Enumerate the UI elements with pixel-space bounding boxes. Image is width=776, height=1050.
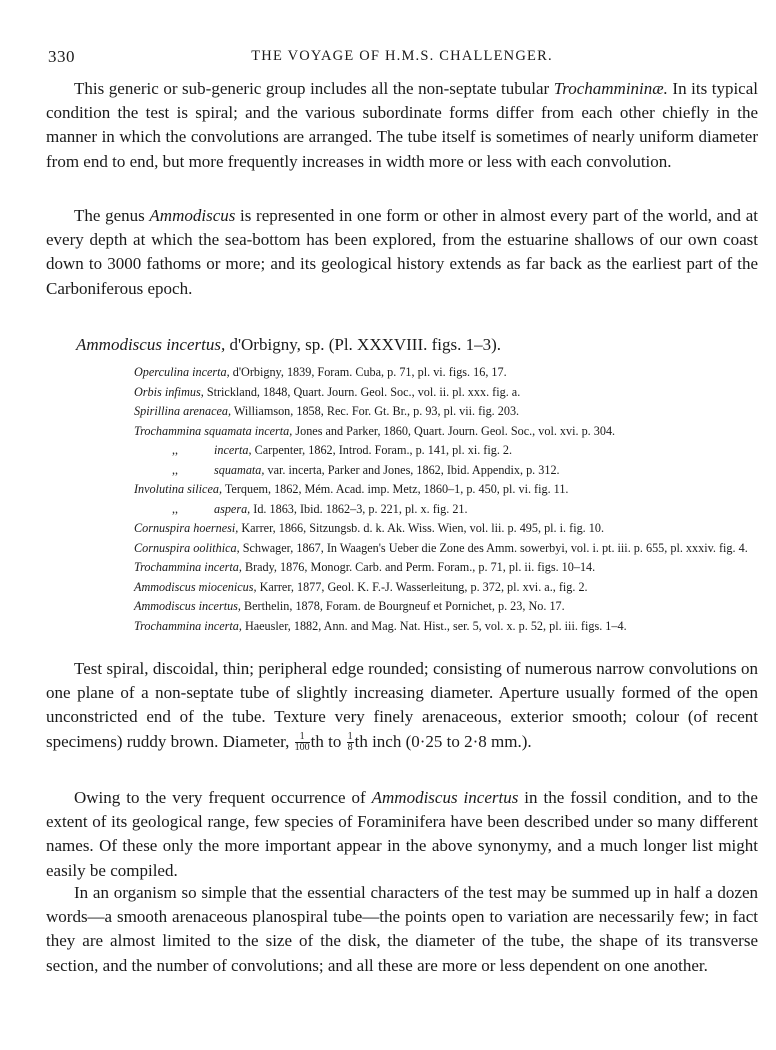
synonym-name: aspera,: [214, 501, 251, 516]
synonym-name: Trochammina squamata incerta,: [134, 423, 293, 438]
page-number: 330: [48, 47, 75, 66]
synonym-reference: Haeusler, 1882, Ann. and Mag. Nat. Hist., ser. 5, vol. x. p. 52, pl. iii. figs. 1–4.: [241, 618, 627, 633]
intro-p2-italic: Ammodiscus: [149, 206, 236, 225]
synonymy-entry: [134, 402, 754, 422]
ditto-mark: ,,: [172, 501, 179, 516]
running-title: THE VOYAGE OF H.M.S. CHALLENGER.: [251, 48, 553, 64]
synonym-reference: Karrer, 1877, Geol. K. F.-J. Wasserleitung, p. 372, pl. xvi. a., fig. 2.: [256, 579, 588, 594]
description-paragraph: [46, 657, 758, 754]
page-header: [46, 47, 758, 69]
intro-paragraph-1: [46, 77, 758, 174]
synonym-name: squamata,: [214, 462, 265, 477]
synonymy-entry: [134, 558, 754, 578]
discussion-p2-text: In an organism so simple that the essential characters of the test may be summed up in half a dozen words—a smooth arenaceous planospiral tube—the points open to variation are necessarily few; in fact they are almost limited to the size of the disk, the diameter of the tube, the shape of its transverse section, and the number of convolutions; and all these are more or less dependent on one another.: [46, 883, 758, 975]
discussion-paragraph-1: [46, 786, 758, 883]
synonym-reference: Brady, 1876, Monogr. Carb. and Perm. Foram., p. 71, pl. ii. figs. 10–14.: [241, 560, 596, 574]
intro-p2-text-b: is represented in one form or other in almost every part of the world, and at every depth at which the sea-bottom has been explored, from the estuarine shallows of our own coast down to 3000 fathoms or more; and its geological history extends as far back as the earliest part of the Carboniferous epoch.: [46, 206, 758, 298]
synonymy-list: [134, 363, 754, 636]
intro-paragraph-2: [46, 204, 758, 301]
discussion-p1-text-b: in the fossil condition, and to the extent of its geological range, few species of Foraminifera have been described under so many different names. Of these only the more important appear in the above synonymy, and a much longer list might easily be compiled.: [46, 788, 758, 880]
synonym-name: Orbis infimus,: [134, 384, 204, 399]
synonym-name: Trochammina incerta,: [134, 618, 242, 633]
synonym-reference: Williamson, 1858, Rec. For. Gt. Br., p. 93, pl. vii. fig. 203.: [231, 404, 520, 418]
synonym-reference: Berthelin, 1878, Foram. de Bourgneuf et Pornichet, p. 23, No. 17.: [240, 599, 565, 613]
synonym-name: Trochammina incerta,: [134, 560, 242, 574]
discussion-p1-text-a: Owing to the very frequent occurrence of: [74, 788, 372, 807]
synonym-name: Operculina incerta,: [134, 365, 230, 379]
synonymy-entry: [134, 578, 754, 598]
synonym-reference: Karrer, 1866, Sitzungsb. d. k. Ak. Wiss. Wien, vol. lii. p. 495, pl. i. fig. 10.: [238, 521, 604, 535]
synonym-name: Cornuspira hoernesi,: [134, 521, 239, 535]
description-th-2: th inch (0·25 to 2·8 mm.).: [354, 731, 532, 751]
species-author: d'Orbigny, sp. (Pl. XXXVIII. figs. 1–3).: [225, 335, 502, 354]
synonym-reference: d'Orbigny, 1839, Foram. Cuba, p. 71, pl. vi. figs. 16, 17.: [229, 365, 507, 379]
synonym-name: Spirillina arenacea,: [134, 404, 232, 418]
synonymy-entry: [134, 461, 754, 481]
description-text: Test spiral, discoidal, thin; peripheral edge rounded; consisting of numerous narrow convolutions on one plane of a non-septate tube of slightly increasing diameter. Aperture usually formed of the open unconstricted end of the tube. Texture very finely arenaceous, exterior smooth; colour (of recent specimens) ruddy brown. Diameter,: [46, 659, 758, 751]
synonym-name: Cornuspira oolithica,: [134, 540, 240, 555]
synonym-name: Ammodiscus miocenicus,: [134, 579, 257, 594]
synonym-name: Ammodiscus incertus,: [134, 599, 241, 613]
synonymy-entry: [134, 500, 754, 520]
intro-p1-italic: Trochammininæ.: [553, 79, 668, 98]
synonymy-entry: [134, 383, 754, 403]
synonym-reference: Id. 1863, Ibid. 1862–3, p. 221, pl. x. fig. 21.: [250, 501, 468, 516]
species-heading: [76, 335, 501, 355]
synonym-reference: Terquem, 1862, Mém. Acad. imp. Metz, 1860–1, p. 450, pl. vi. fig. 11.: [222, 482, 569, 496]
synonym-name: incerta,: [214, 443, 252, 457]
fraction-one-hundredth: $\frac{1}{100}$: [294, 731, 310, 754]
description-th-1: th: [310, 731, 324, 751]
synonymy-entry: [134, 441, 754, 461]
synonym-reference: Strickland, 1848, Quart. Journ. Geol. Soc., vol. ii. pl. xxx. fig. a.: [203, 384, 521, 399]
synonym-reference: var. incerta, Parker and Jones, 1862, Ibid. Appendix, p. 312.: [264, 462, 560, 477]
intro-p2-text-a: The genus: [74, 206, 150, 225]
intro-p1-text-a: This generic or sub-generic group includes all the non-septate tubular: [74, 79, 554, 98]
species-name: Ammodiscus incertus,: [76, 335, 226, 354]
synonymy-entry: [134, 363, 754, 383]
synonym-reference: Carpenter, 1862, Introd. Foram., p. 141, pl. xi. fig. 2.: [251, 443, 513, 457]
intro-p1-text-b: In its typical condition the test is spiral; and the various subordinate forms differ from each other chiefly in the manner in which the convolutions are arranged. The tube itself is sometimes of nearly uniform diameter from end to end, but more frequently increases in width more or less with each convolution.: [46, 79, 758, 171]
synonym-reference: Jones and Parker, 1860, Quart. Journ. Geol. Soc., vol. xvi. p. 304.: [292, 423, 616, 438]
synonymy-entry: [134, 422, 754, 442]
fraction-one-eighth: $\frac{1}{8}$: [347, 731, 353, 754]
synonymy-entry: [134, 617, 754, 637]
ditto-mark: ,,: [172, 462, 179, 477]
synonymy-entry: [134, 597, 754, 617]
discussion-paragraph-2: [46, 881, 758, 978]
synonymy-entry: [134, 480, 754, 500]
synonymy-entry: [134, 519, 754, 539]
ditto-mark: ,,: [172, 443, 179, 457]
synonym-reference: Schwager, 1867, In Waagen's Ueber die Zone des Amm. sowerbyi, vol. i. pt. iii. p. 655, pl. xxxiv. fig. 4.: [239, 540, 748, 555]
description-to: to: [323, 731, 346, 751]
synonym-name: Involutina silicea,: [134, 482, 223, 496]
discussion-p1-italic: Ammodiscus incertus: [371, 788, 519, 807]
synonymy-entry: [134, 539, 754, 559]
